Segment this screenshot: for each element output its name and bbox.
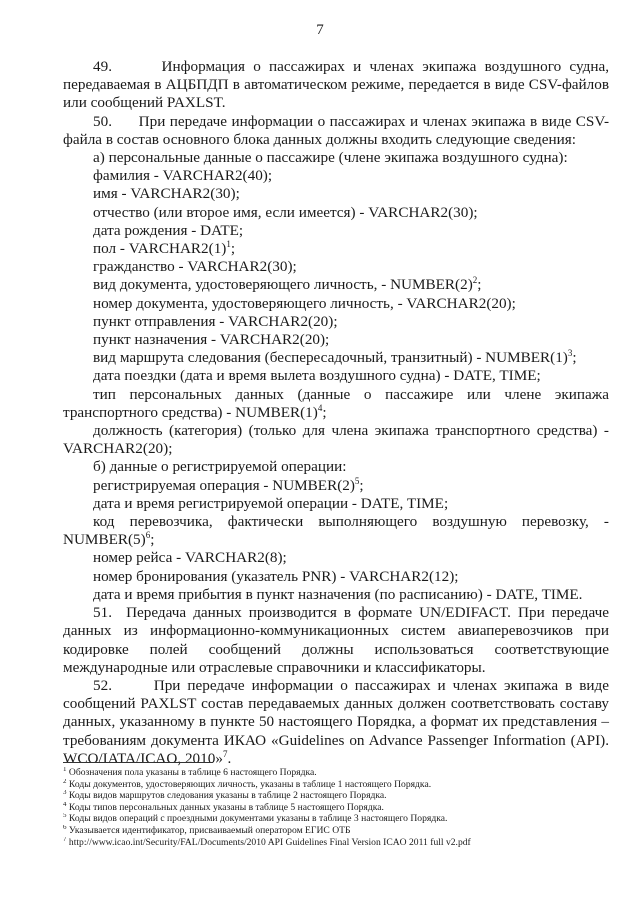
field-patronymic: отчество (или второе имя, если имеется) - VARCHAR2(30);: [93, 203, 478, 221]
field-pnr: номер бронирования (указатель PNR) - VARCHAR2(12);: [93, 567, 459, 585]
field-routetype-end: ;: [572, 349, 577, 367]
field-doctype: [63, 276, 609, 294]
paragraph-52-text: 52. При передаче информации о пассажирах и членах экипажа в виде сообщений PAXLST состав передаваемых данных должен соответствовать составу данных, указанному в пункте 50 настоящего Порядка, а формат их представления – требованиям документа ИКАО «Guidelines on Advance Passenger Information (API). WCO/IATA/ICAO, 2010»: [63, 676, 609, 767]
field-position: должность (категория) (только для члена экипажа транспортного средства) - VARCHAR2(20);: [63, 422, 609, 458]
footnote-text: Коды типов персональных данных указаны в таблице 5 настоящего Порядка.: [68, 801, 384, 813]
paragraph-50: 50. При передаче информации о пассажирах и членах экипажа в виде CSV-файла в состав основного блока данных должны входить следующие сведения:: [63, 112, 609, 148]
field-name: имя - VARCHAR2(30);: [93, 185, 240, 203]
field-routetype-text: вид маршрута следования (беспересадочный, транзитный) - NUMBER(1): [93, 349, 568, 367]
field-routetype: [63, 349, 609, 367]
footnote-number: 5: [63, 813, 67, 820]
field-sex: [63, 240, 609, 258]
footnote-number: 7: [63, 836, 67, 843]
field-doctype-end: ;: [477, 276, 482, 294]
footnote-7[interactable]: [63, 837, 609, 849]
footnotes: [63, 767, 609, 848]
footnote-ref-2: 2: [472, 275, 478, 286]
field-docnum: номер документа, удостоверяющего личность, - VARCHAR2(20);: [93, 294, 516, 312]
field-flightnum: номер рейса - VARCHAR2(8);: [93, 549, 287, 567]
footnote-number: 1: [63, 767, 67, 773]
footnote-ref-4: 4: [317, 402, 323, 413]
field-persontype: [63, 386, 609, 422]
footnote-6: [63, 825, 609, 837]
field-opdatetime: дата и время регистрируемой операции - DATE, TIME;: [93, 494, 449, 512]
footnote-4: [63, 802, 609, 814]
paragraph-52-end: .: [227, 749, 232, 767]
footnote-text: Коды документов, удостоверяющих личность, указаны в таблице 1 настоящего Порядка.: [68, 778, 432, 790]
footnote-text: Обозначения пола указаны в таблице 6 настоящего Порядка.: [68, 767, 317, 778]
field-doctype-text: вид документа, удостоверяющего личность, - NUMBER(2): [93, 276, 473, 294]
page-number: 7: [316, 22, 324, 38]
field-operation-text: регистрируемая операция - NUMBER(2): [93, 476, 355, 494]
footnote-ref-3: 3: [567, 348, 573, 359]
footnote-1: [63, 767, 609, 779]
field-operation-end: ;: [359, 476, 364, 494]
paragraph-49: 49. Информация о пассажирах и членах экипажа воздушного судна, передаваемая в АЦБПДП в автоматическом режиме, передается в виде CSV-файлов или сообщений PAXLST.: [63, 58, 609, 112]
footnote-5: [63, 813, 609, 825]
field-operation: [63, 477, 609, 495]
field-sex-text: пол - VARCHAR2(1): [93, 240, 227, 258]
footnote-3: [63, 790, 609, 802]
footnote-ref-1: 1: [226, 239, 231, 250]
field-birthdate: дата рождения - DATE;: [93, 221, 244, 239]
footnote-number: 6: [63, 824, 67, 831]
footnote-text: Коды видов операций с проездными документами указаны в таблице 3 настоящего Порядка.: [68, 813, 448, 825]
footnote-ref-7: 7: [222, 748, 228, 759]
footnote-ref-6: 6: [145, 530, 151, 541]
field-persontype-end: ;: [322, 403, 327, 421]
footnote-2: [63, 779, 609, 791]
field-carrier: [63, 513, 609, 549]
section-b-heading: б) данные о регистрируемой операции:: [93, 458, 347, 476]
field-carrier-end: ;: [150, 531, 155, 549]
field-surname: фамилия - VARCHAR2(40);: [93, 167, 273, 185]
paragraph-51: 51. Передача данных производится в формате UN/EDIFACT. При передаче данных из информационно-коммуникационных систем авиаперевозчиков при кодировке полей сообщений должны использоваться соответствующие международные или отраслевые справочники и классификаторы.: [63, 604, 609, 676]
footnote-number: 3: [63, 790, 67, 797]
field-destination: пункт назначения - VARCHAR2(20);: [93, 331, 330, 349]
document-body: [63, 58, 609, 768]
field-arrival: дата и время прибытия в пункт назначения (по расписанию) - DATE, TIME.: [93, 585, 583, 603]
footnote-ref-5: 5: [354, 475, 360, 486]
field-sex-end: ;: [230, 240, 236, 258]
footnote-text: Коды видов маршрутов следования указаны в таблице 2 настоящего Порядка.: [68, 790, 387, 802]
footnote-separator: [63, 762, 213, 763]
field-persontype-text: тип персональных данных (данные о пассажире или члене экипажа транспортного средства) - NUMBER(1): [63, 385, 609, 421]
section-a-heading: а) персональные данные о пассажире (члене экипажа воздушного судна):: [93, 149, 568, 167]
field-tripdate: дата поездки (дата и время вылета воздушного судна) - DATE, TIME;: [93, 367, 541, 385]
field-departure: пункт отправления - VARCHAR2(20);: [93, 312, 338, 330]
footnote-number: 4: [63, 801, 67, 808]
footnote-text: Указывается идентификатор, присваиваемый оператором ЕГИС ОТБ: [68, 824, 351, 836]
footnote-number: 2: [63, 778, 67, 785]
field-carrier-text: код перевозчика, фактически выполняющего воздушную перевозку, - NUMBER(5): [63, 513, 609, 549]
footnote-link[interactable]: http://www.icao.int/Security/FAL/Documents/2010 API Guidelines Final Version ICAO 2011 full v2.pdf: [68, 836, 471, 848]
paragraph-52: [63, 677, 609, 768]
field-citizenship: гражданство - VARCHAR2(30);: [93, 258, 297, 276]
